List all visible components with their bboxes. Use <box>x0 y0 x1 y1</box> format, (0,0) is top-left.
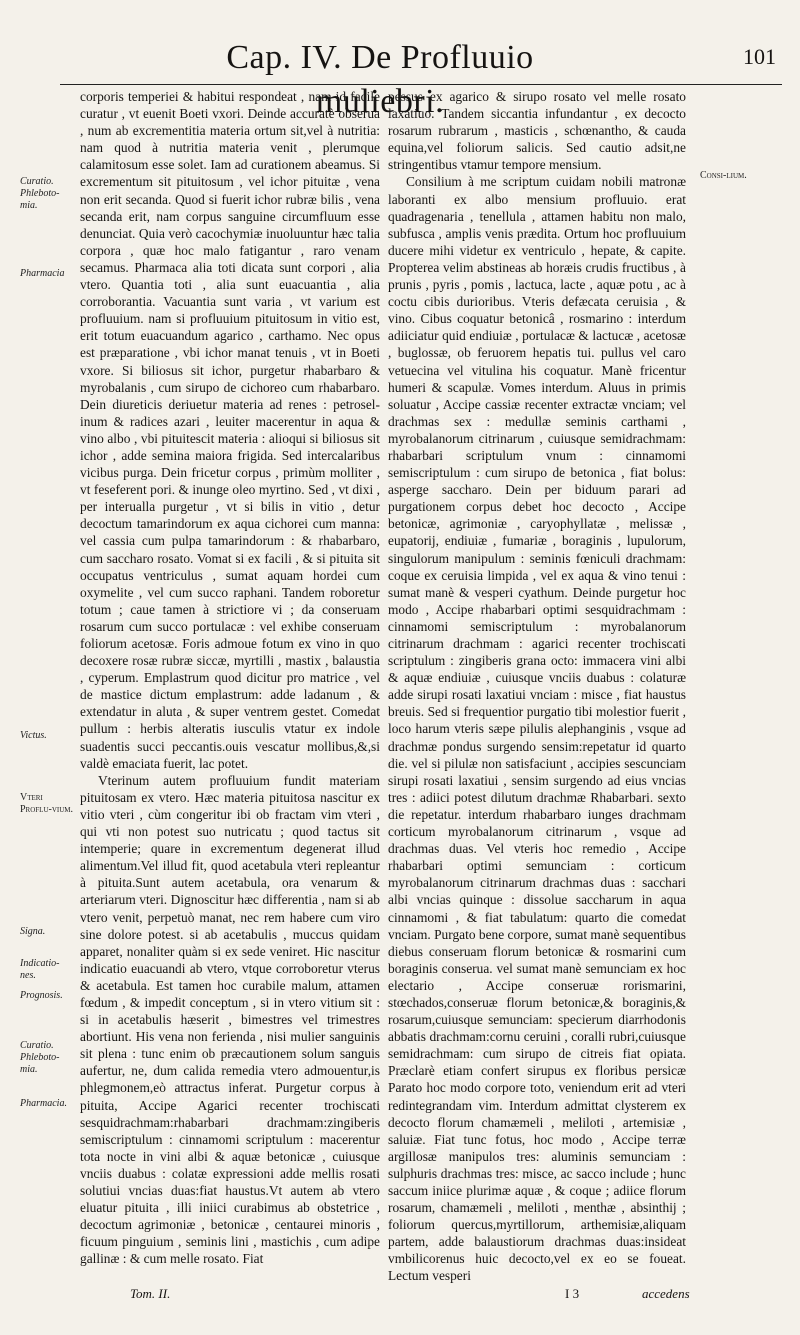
right-paragraph: pessus ex agarico & sirupo rosato vel melle rosato laxatiuo. Tandem siccantia infundantur , ex decocto rosarum rubrarum , masticis , schœnantho, & cauda equina,vel foliorum salicis. Sed cautio adsit,ne stringentibus vtamur tempore mensium. <box>388 89 686 173</box>
page-title: Cap. IV. De Profluuio muliebri. <box>226 39 534 120</box>
margin-note-pharmacia-2: Pharmacia. <box>20 1098 67 1109</box>
page-header <box>0 36 800 120</box>
margin-note-prognosis: Prognosis. <box>20 990 63 1001</box>
page-number: 101 <box>743 44 776 69</box>
margin-note-pharmacia: Pharmacia <box>20 268 65 279</box>
left-paragraph: Vterinum autem profluuium fundit materiam pituitosam ex vtero. Hæc materia pituitosa nascitur ex vitio vteri , cùm congeritur ibi ob fractam vim vteri , qui vti non potest suo nutricatu ; quod tactus sit intemperie; quare in excrementum degenerat illud alimentum.Vel illud fit, quod acetabula vteri repleantur à pituita.Sunt autem acetabula, ora venarum & arteriarum vteri. Dignoscitur hæc differentia , nam si ab vtero venit, perpetuò manat, nec rem habere cum viro sine dolore potest. si ab acetabulis , muccus quidam apparet, nonaliter quàm si ex sede veniret. Hic nascitur indicatio euacuandi ab vtero, vtque corroboretur vterus & acetabula. Est tamen hoc curabile malum, attamen fœdum , & impedit conceptum , si in vtero vitium sit : si in acetabulis hæserit , bimestres vel trimestres abortiunt. His vena non ferienda , nisi mulier sanguinis sit plena : tunc enim ob præcautionem solum sanguis aufertur, ne, dum calida remedia vtero admouentur,is phlegmonem,eò attractus inferat. Purgetur corpus à pituita, Accipe Agarici recenter trochiscati sesquidrachmam:rhabarbari drachmam:zingiberis semiscriptulum : cinnamomi scriptulum : macerentur tota nocte in vini albi & aquæ betonicæ , cuiusque vnciis duabus : colatæ expressioni adde mellis rosati solutiui vncias duas:fiat haustus.Vt autem ab vtero eluatur pituita , illi iniici curabimus ab obstetrice , decoctum agrimoniæ , betonicæ , centaurei minoris , ficuum pinguium , seminis lini , mastichis , cum adipe gallinæ : & cum melle rosato. Fiat <box>80 772 380 1267</box>
margin-note-consilium: Consi-lium. <box>700 170 747 181</box>
margin-note-indicatio: Indicatio-nes. <box>20 958 60 981</box>
margin-note-vteri-profluvium: Vteri Proflu-vium. <box>20 792 74 815</box>
right-paragraph: Consilium à me scriptum cuidam nobili matronæ laboranti ex albo mensium profluuio. erat quadragenaria , tenellula , attamen habitu non malo, subfusca , amplis venis prædita. Ortum hoc profluuium ducere mihi videtur ex ventriculo , hepate, & capite. Propterea velim abstineas ab horæis crudis fructibus , à prunis , pyris , pomis , lactuca, lacte , aquæ potu , ac à coctu cibis durioribus. Vteris defæcata ceruisia , & vino. Cibus coquatur betonicâ , rosmarino : interdum adiiciatur quid endiuiæ , portulacæ & lactucæ , acetosæ , buglossæ, ob feruorem hepatis tui. pullus vel caro vetuecina vel vitulina his coquatur. Manè fricentur humeri & scapulæ. Vomes interdum. Aluus in primis soluatur , Accipe cassiæ recenter extractæ vnciam; vel drachmas sex : medullæ seminis carthami , myrobalanorum citrinarum , cuiusque semidrachmam: rhabarbari scriptulum vnum : cinnamomi semiscriptulum : cum sirupo de betonica , fiat bolus: asperge saccharo. Dein per biduum parari ad purgationem corpus debet hoc decocto , Accipe betonicæ, agrimoniæ , caryophyllatæ , melissæ , eupatorij, endiuiæ , fumariæ , boraginis , lupulorum, singulorum manipulum : seminis fœniculi drachmam: coque ex ceruisia limpida , vel ex aqua & vino tenui : sumat manè & vesperi cyathum. Deinde purgetur hoc modo , Accipe rhabarbari optimi sesquidrachmam : cinnamomi semiscriptulum : myrobalanorum citrinarum drachmam : agarici recenter trochiscati scriptulum : zingiberis grana octo: immacera vini albi & aquæ endiuiæ , cuiusque vnciis duabus : colaturæ adde sirupi rosati laxatiui vnciam : misce , fiat haustus breuis. Sed si frequentior purgatio tibi molestior fuerit , loco harum vteris sæpe pilulis alephanginis , vsque ad drachmæ pondus surgendo sensim:repetatur id quarto die. vel si pilulæ non satisfaciunt , accipies sescunciam sirupi rosati laxatiui , sensim surgendo ad eius vncias tres : adiici potest dilutum drachmæ Rhabarbari. sexto die repetatur. interdum rhabarbaro iunges drachmam corticum myrobalanorum citrinarum , vsque ad drachmas duas. Vel vteris hoc remedio , Accipe rhabarbari optimi semunciam : corticum myrobalanorum citrinarum drachmas duas : sacchari albi vncias quinque : dissolue saccharum in aqua cinnamomi , & fiat tabulatum: quarto die comedat vnciam. Purgato bene corpore, sumat manè sequentibus diebus conseruam florum betonicæ & rosmarini cum boraginis conserua. vel sumat manè semunciam ex hoc electario , Accipe conseruæ rorismarini, stœchados,conseruæ florum betonicæ,& boraginis,& rosarum,cuiusque semunciam: specierum diarrhodonis abbatis drachmam:cornu ceruini , coralli rubri,cuiusque semidrachmam: cum sirupo de citreis fiat opiata. Præclarè etiam confert sirupus ex floribus persicæ Parato hoc modo corpore toto, veniendum erit ad vteri redintegrandam vim. Interdum admittat clysterem ex decocto florum chamæmeli , meliloti , artemisiæ , saluiæ. Fiat tunc fotus, hoc modo , Accipe terræ argillosæ manipulos tres: aluminis semunciam : sulphuris drachmas tres: misce, ac sacco include ; hunc saccum iniice plurimæ aquæ , & coque ; adiice florum rosarum, chamæmeli , meliloti , menthæ , absinthij ; foliorum quercus,myrtillorum, arthemisiæ,aliquam partem, adde balaustiorum drachmas duas:insideat vmbilicorenus huic decocto,vel ex eo se foueat. Lectum vesperi <box>388 174 686 1284</box>
page-footer <box>0 1286 800 1326</box>
catchword: accedens <box>642 1286 690 1301</box>
volume-label: Tom. II. <box>130 1286 171 1301</box>
left-column <box>80 88 380 1286</box>
signature-mark: I 3 <box>565 1286 580 1301</box>
margin-note-victus: Victus. <box>20 730 47 741</box>
right-column <box>388 88 686 1286</box>
margin-note-curatio-2: Curatio. Phleboto-mia. <box>20 1040 60 1075</box>
margin-note-signa: Signa. <box>20 926 46 937</box>
margin-note-curatio: Curatio. Phleboto-mia. <box>20 176 60 211</box>
header-rule <box>60 84 782 85</box>
left-paragraph: corporis temperiei & habitui respondeat , nam id facile curatur , vt euenit Boeti vxori. Deinde accuratè obserua , num ab excrementitia materia ortum sit,vel à nutritia: nam quod à nutritia materia venit , plerumque calamitosum esse solet. Iam ad curationem abeamus. Si excrementum sit pituitosum , vel ichor pituitæ , vena non erit secanda. Quod si fuerit ichor rubræ bilis , vena secanda erit, nam corpus sanguine circumfluum esse denunciat. Quia verò cacochymiæ inuoluuntur hæc talia corpora , quæ hoc malo fatigantur , raro venam secamus. Pharmaca alia toti dicata sunt corpori , alia vtero. Quantia toti , alia sunt euacuantia , alia corroborantia. Vacuantia sunt varia , vt varium est profluuium. nam si profluuium pituitosum in vitio est, erit totum euacuandum agarico , carthamo. Nec opus est præparatione , vbi ichor manat tenuis , vt in Boeti vxore. Si biliosus sit ichor, purgetur rhabarbaro & myrobalanis , cum sirupo de cichoreo cum rhabarbaro. Dein diureticis deriuetur materia ad renes : petroselinum & radices azari , leuiter macerentur in aqua & vino albo , vbi pituitescit materia : alioqui si biliosus sit ichor , adde semina maiora frigida. Sed intercalaribus vicibus purga. Dein fricetur corpus , primùm molliter , vt feseferent pori. & inunge oleo myrtino. Sed , vt dixi , per interualla purgetur , vt si bilis in vitio , detur decoctum tamarindorum ex aqua cichorei cum manna: vel cassia cum pulpa tamarindorum : & rhabarbaro, cum saccharo rosato. Vomat si ex facili , & si pituita sit occupatus ventriculus , sumat aquam hordei cum oxymelite , vel cum succo raphani. Tandem roboretur totum ; caue tamen à strictiore vi ; da conseruam rosarum cum succo portulacæ : vel exhibe conseruam foliorum acetosæ. Foris admoue fotum ex vino in quo decoxere rosæ rubræ siccæ, myrtilli , mastix , balaustia , cyperum. Emplastrum quod dicitur pro matrice , vel de mastice dictum emplastrum: adde ladanum , & extendatur in aluta , & super ventrem gestet. Comedat pullum : herbis alteratis iusculis vtatur ex indole suadentis succi peccantis.ouis vescatur mollibus,&,si valdè emaciata fuerit, lac potet. <box>80 89 380 771</box>
